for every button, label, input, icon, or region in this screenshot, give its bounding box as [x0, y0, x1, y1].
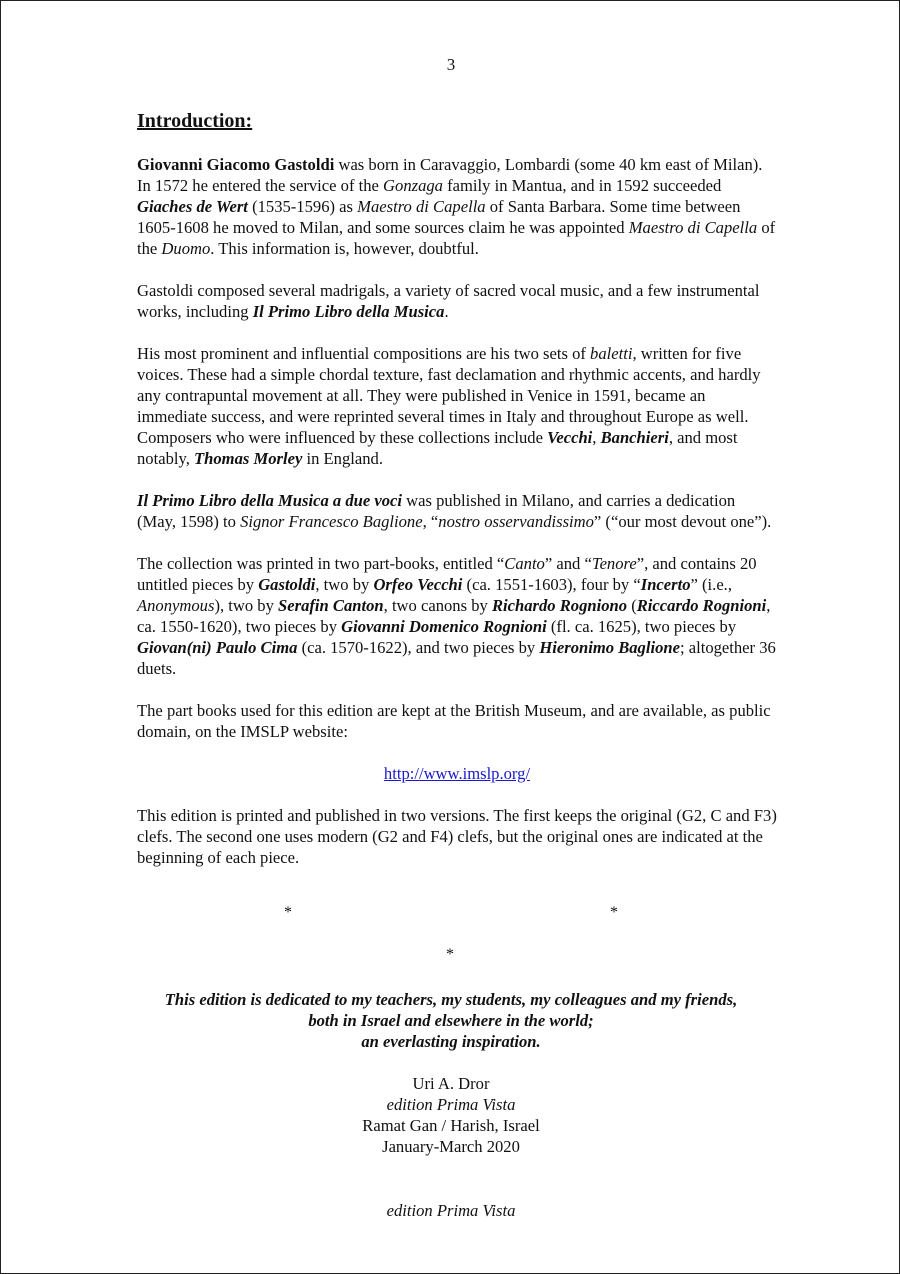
riccardo-name: Riccardo Rognioni [636, 596, 767, 615]
work-title: Il Primo Libro della Musica a due voci [137, 491, 403, 510]
dedication-line-2: both in Israel and elsewhere in the world; [308, 1011, 594, 1030]
giovanni-name: Giovanni Domenico Rognioni [341, 617, 547, 636]
gastoldi-name: Gastoldi [258, 575, 316, 594]
text-run: family in Mantua, and in 1592 succeeded [442, 176, 722, 195]
dedication [1, 989, 900, 1052]
text-run: , two by [315, 575, 374, 594]
text-run: was published in Milano, and carries a dedication (May, 1598) to [137, 491, 736, 531]
maestro-term: Maestro di Capella [357, 197, 486, 216]
text-run: , written for five voices. These had a simple chordal texture, fast declamation and rhythmic accents, and hardly any contrapuntal movement at all. They were published in Venice in 1591, became an immediate success, and were reprinted several times in Italy and throughout Europe as well. Composers who were influenced by these collections include [137, 344, 761, 447]
canto-term: Canto [504, 554, 545, 573]
body-content [137, 107, 777, 889]
dedication-line-1: This edition is dedicated to my teachers, my students, my colleagues and my friends, [164, 990, 738, 1009]
text-run: , two canons by [383, 596, 492, 615]
incerto-term: Incerto [640, 575, 691, 594]
text-run: of Santa Barbara. Some time between 1605-1608 he moved to Milan, and some sources claim he was appointed [137, 197, 741, 237]
tenore-term: Tenore [591, 554, 637, 573]
composer-name: Giovanni Giacomo Gastoldi [137, 155, 335, 174]
text-run: Gastoldi composed several madrigals, a variety of sacred vocal music, and a few instrumental works, including [137, 281, 760, 321]
location: Ramat Gan / Harish, Israel [362, 1116, 540, 1135]
quote-term: nostro osservandissimo [438, 512, 594, 531]
dedication-line-3: an everlasting inspiration. [361, 1032, 541, 1051]
text-run: , ca. 1550-1620), two pieces by [137, 596, 771, 636]
text-run: (fl. ca. 1625), two pieces by [546, 617, 737, 636]
text-run: ” (“our most devout one”). [593, 512, 772, 531]
asterisk-center: * [446, 946, 454, 963]
date: January-March 2020 [382, 1137, 520, 1156]
text-run: , “ [422, 512, 439, 531]
paragraph-publication [137, 490, 777, 532]
publisher-name: edition Prima Vista [386, 1095, 516, 1114]
wert-name: Giaches de Wert [137, 197, 248, 216]
anonymous-term: Anonymous [137, 596, 215, 615]
duomo-term: Duomo [161, 239, 211, 258]
asterisk-right: * [610, 904, 618, 921]
text-run: in England. [302, 449, 383, 468]
text-run: (1535-1596) as [247, 197, 358, 216]
paragraph-works [137, 280, 777, 322]
paragraph-sources: The part books used for this edition are kept at the British Museum, and are available, as public domain, on the IMSLP website: [137, 701, 771, 741]
paragraph-collection [137, 553, 777, 679]
maestro-term: Maestro di Capella [628, 218, 758, 237]
cima-name: Giovan(ni) Paulo Cima [137, 638, 298, 657]
text-run: ” (i.e., [690, 575, 732, 594]
section-heading: Introduction: [137, 110, 253, 132]
morley-name: Thomas Morley [194, 449, 303, 468]
text-run: of the [137, 218, 776, 258]
paragraph-baletti [137, 343, 777, 469]
text-run: (ca. 1570-1622), and two pieces by [297, 638, 540, 657]
asterisk-left: * [284, 904, 292, 921]
vecchi-name: Vecchi [547, 428, 593, 447]
text-run: ”, and contains 20 untitled pieces by [137, 554, 757, 594]
text-run: , [592, 428, 601, 447]
serafin-name: Serafin Canton [278, 596, 384, 615]
gonzaga-term: Gonzaga [383, 176, 443, 195]
baletti-term: baletti [590, 344, 633, 363]
text-run: His most prominent and influential compositions are his two sets of [137, 344, 591, 363]
text-run: was born in Caravaggio, Lombardi (some 40 km east of Milan). In 1572 he entered the service of the [137, 155, 763, 195]
text-run: ( [627, 596, 637, 615]
text-run: ” and “ [544, 554, 592, 573]
hieronimo-name: Hieronimo Baglione [539, 638, 680, 657]
page-number: 3 [446, 55, 456, 74]
link-line [137, 763, 777, 784]
orfeo-name: Orfeo Vecchi [373, 575, 463, 594]
dedicatee-name: Signor Francesco Baglione [240, 512, 423, 531]
text-run: ), two by [214, 596, 279, 615]
banchieri-name: Banchieri [600, 428, 669, 447]
page-footer: edition Prima Vista [386, 1201, 516, 1220]
text-run: (ca. 1551-1603), four by “ [462, 575, 641, 594]
signature-block [1, 1073, 900, 1157]
author-name: Uri A. Dror [412, 1074, 490, 1093]
imslp-link[interactable]: http://www.imslp.org/ [383, 764, 531, 783]
paragraph-biography [137, 154, 777, 259]
text-run: , and most notably, [137, 428, 738, 468]
text-run: ; altogether 36 duets. [137, 638, 776, 678]
text-run: . [444, 302, 449, 321]
paragraph-editions: This edition is printed and published in two versions. The first keeps the original (G2, C and F3) clefs. The second one uses modern (G2 and F4) clefs, but the original ones are indicated at the beginning of each piece. [137, 806, 777, 867]
work-title: Il Primo Libro della Musica [252, 302, 445, 321]
text-run: . This information is, however, doubtful. [210, 239, 479, 258]
richardo-name: Richardo Rogniono [491, 596, 628, 615]
text-run: The collection was printed in two part-books, entitled “ [137, 554, 505, 573]
